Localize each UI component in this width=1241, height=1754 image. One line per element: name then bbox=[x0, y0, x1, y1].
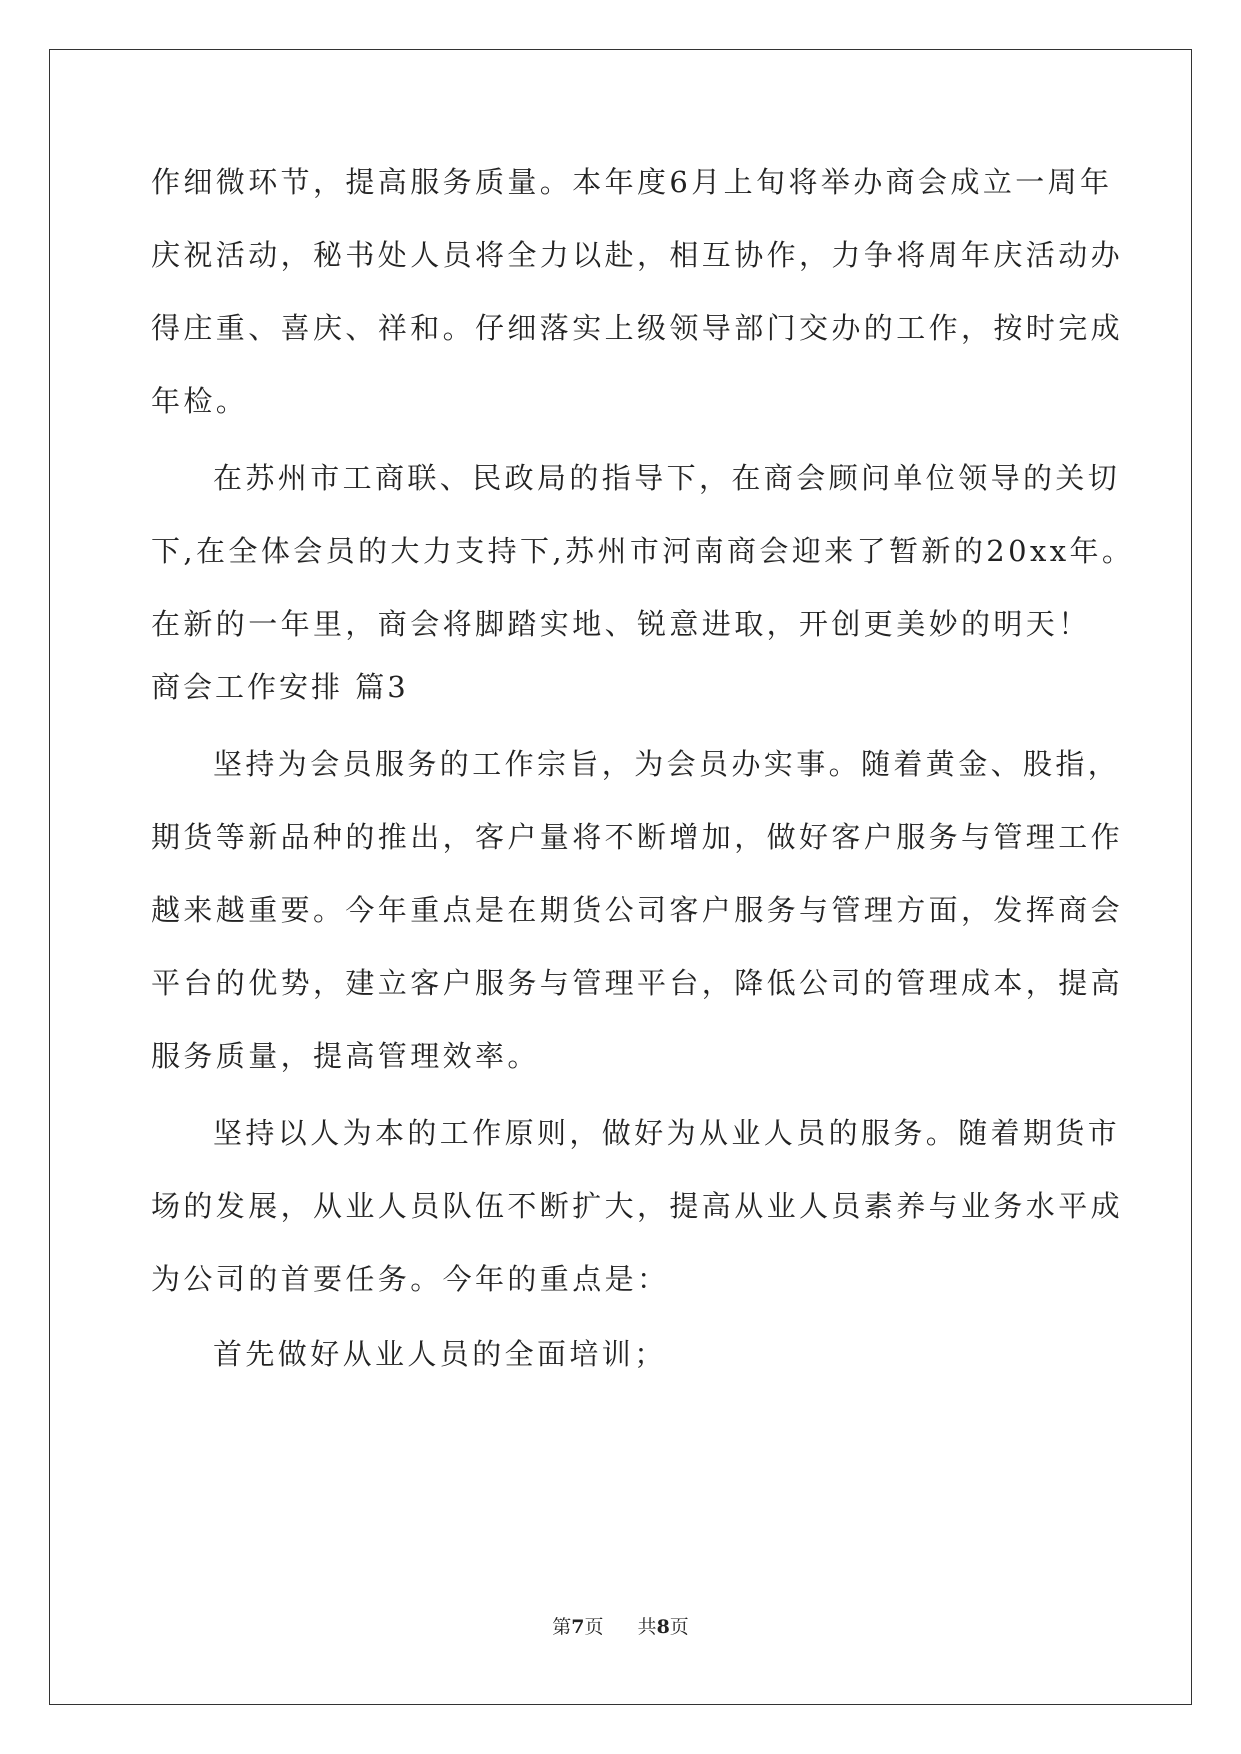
page-border bbox=[49, 49, 1192, 1705]
paragraph-line: 服务质量，提高管理效率。 bbox=[151, 1039, 540, 1073]
paragraph-line: 作细微环节，提高服务质量。本年度6月上旬将举办商会成立一周年 bbox=[151, 165, 1113, 199]
paragraph-line: 得庄重、喜庆、祥和。仔细落实上级领导部门交办的工作，按时完成 bbox=[151, 311, 1124, 345]
total-pages: 8 bbox=[656, 1616, 670, 1638]
paragraph-line: 坚持以人为本的工作原则，做好为从业人员的服务。随着期货市 bbox=[213, 1116, 1121, 1150]
paragraph-line: 在苏州市工商联、民政局的指导下，在商会顾问单位领导的关切 bbox=[213, 461, 1121, 495]
section-heading: 商会工作安排 篇3 bbox=[151, 670, 409, 704]
page-footer bbox=[0, 1612, 1241, 1639]
paragraph-line: 年检。 bbox=[151, 384, 249, 418]
paragraph-line: 越来越重要。今年重点是在期货公司客户服务与管理方面，发挥商会 bbox=[151, 893, 1124, 927]
paragraph-line: 在新的一年里，商会将脚踏实地、锐意进取，开创更美妙的明天！ bbox=[151, 607, 1091, 641]
paragraph-line: 为公司的首要任务。今年的重点是： bbox=[151, 1262, 670, 1296]
paragraph-line: 庆祝活动，秘书处人员将全力以赴，相互协作，力争将周年庆活动办 bbox=[151, 238, 1124, 272]
paragraph-line: 首先做好从业人员的全面培训； bbox=[213, 1337, 667, 1371]
current-page: 7 bbox=[571, 1616, 585, 1638]
paragraph-line: 平台的优势，建立客户服务与管理平台，降低公司的管理成本，提高 bbox=[151, 966, 1124, 1000]
page-suffix: 页 bbox=[584, 1616, 604, 1638]
paragraph-line: 坚持为会员服务的工作宗旨，为会员办实事。随着黄金、股指， bbox=[213, 747, 1121, 781]
page-number bbox=[552, 1612, 603, 1639]
total-suffix: 页 bbox=[669, 1616, 689, 1638]
paragraph-line: 下,在全体会员的大力支持下,苏州市河南商会迎来了暂新的20xx年。 bbox=[151, 534, 1135, 568]
paragraph-line: 期货等新品种的推出，客户量将不断增加，做好客户服务与管理工作 bbox=[151, 820, 1124, 854]
page-prefix: 第 bbox=[552, 1616, 572, 1638]
total-prefix: 共 bbox=[637, 1616, 657, 1638]
page-total bbox=[638, 1612, 689, 1639]
paragraph-line: 场的发展，从业人员队伍不断扩大，提高从业人员素养与业务水平成 bbox=[151, 1189, 1124, 1223]
